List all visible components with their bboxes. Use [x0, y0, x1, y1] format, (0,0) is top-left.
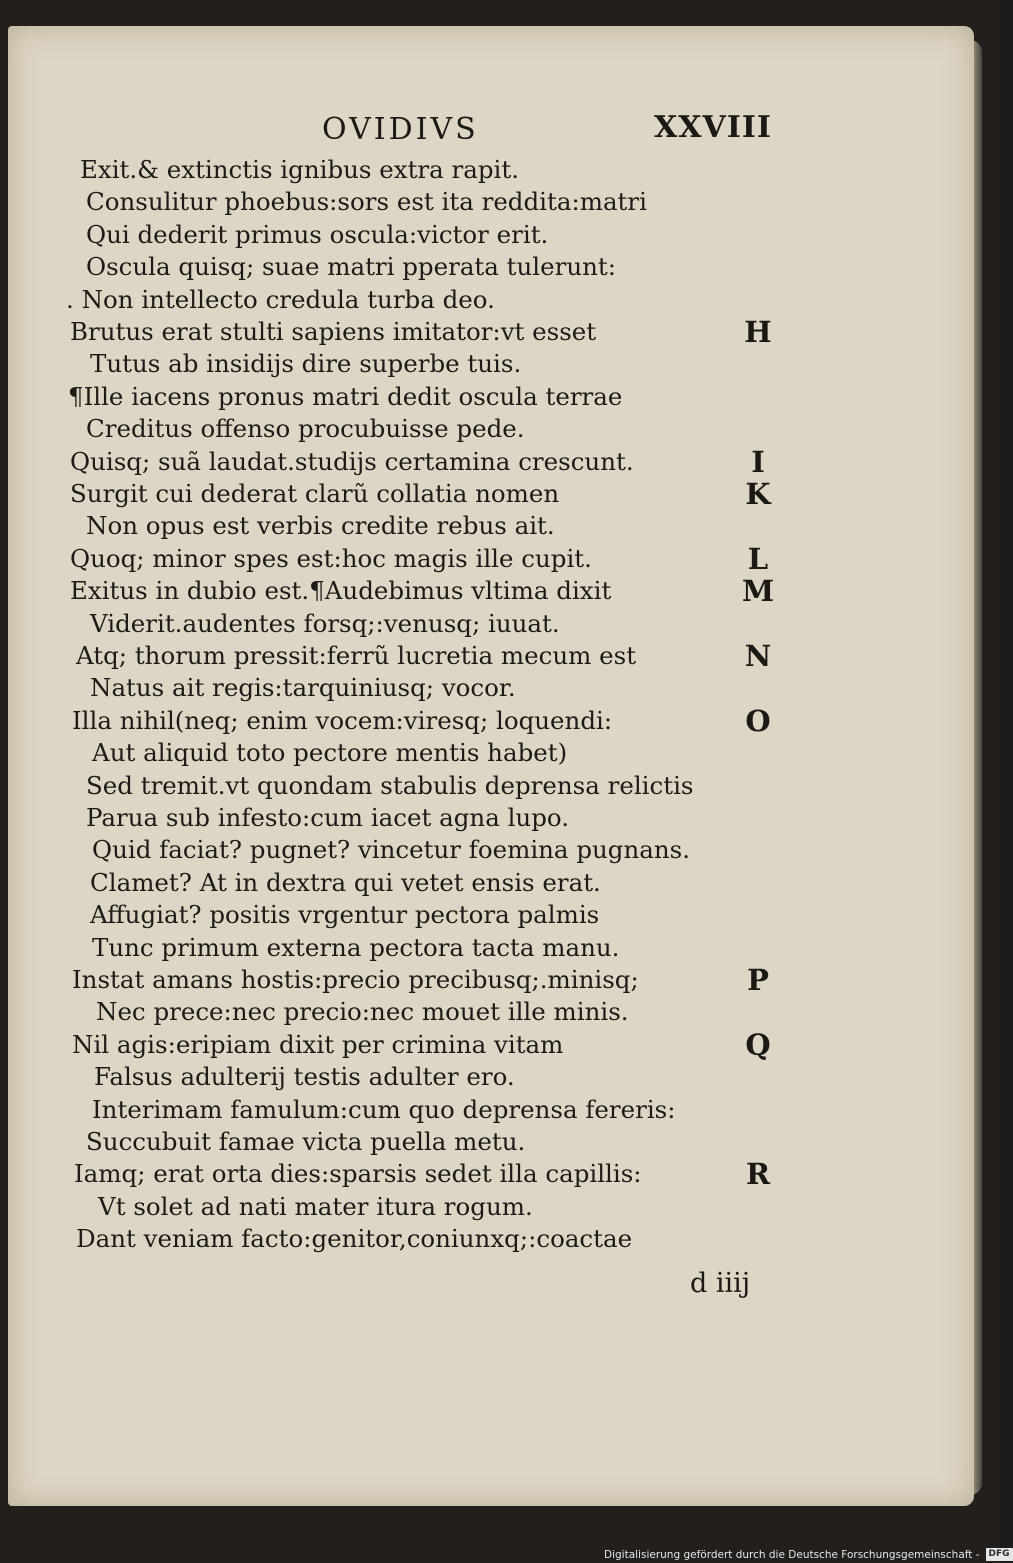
verse-line: Tunc primum externa pectora tacta manu. [92, 932, 620, 962]
verse-line: Nec prece:nec precio:nec mouet ille minis. [96, 997, 629, 1027]
verse-line: Dant veniam facto:genitor,coniunxq;:coactae [76, 1224, 633, 1254]
verse-line: Exitus in dubio est.¶Audebimus vltima dixit [70, 576, 612, 606]
verse-line: Falsus adulterij testis adulter ero. [94, 1062, 515, 1092]
signature-mark: d iiij [690, 1268, 751, 1299]
running-title: OVIDIVS [322, 112, 479, 147]
verse-line: Quoq; minor spes est:hoc magis ille cupit. [70, 543, 592, 573]
verse-line: Illa nihil(neq; enim vocem:viresq; loquendi: [72, 705, 613, 735]
verse-line: Tutus ab insidijs dire superbe tuis. [90, 349, 522, 379]
margin-letter: P [747, 963, 769, 997]
verse-line: Brutus erat stulti sapiens imitator:vt esset [70, 317, 597, 346]
margin-letter: I [751, 444, 765, 479]
verse-line: Instat amans hostis:precio precibusq;.minisq; [72, 965, 639, 994]
margin-letter: O [745, 703, 771, 738]
margin-letter: N [744, 639, 772, 673]
margin-letter: Q [745, 1027, 771, 1062]
verse-line: Viderit.audentes forsq;:venusq; iuuat. [90, 608, 560, 638]
verse-line: Qui dederit primus oscula:victor erit. [86, 219, 549, 249]
verse-line: Quid faciat? pugnet? vincetur foemina pugnans. [92, 835, 691, 865]
verse-line: Affugiat? positis vrgentur pectora palmis [90, 900, 600, 930]
margin-letter: M [741, 574, 775, 609]
verse-line: Nil agis:eripiam dixit per crimina vitam [72, 1029, 564, 1059]
verse-line: Atq; thorum pressit:ferrũ lucretia mecum est [76, 641, 637, 670]
verse-line: Exit.& extinctis ignibus extra rapit. [80, 155, 520, 184]
verse-line: Consulitur phoebus:sors est ita reddita:matri [86, 187, 647, 217]
verse-line: Surgit cui dederat clarũ collatia nomen [70, 479, 560, 508]
verse-line: Non opus est verbis credite rebus ait. [86, 511, 555, 541]
verse-line: Parua sub infesto:cum iacet agna lupo. [86, 803, 569, 832]
margin-letter: K [745, 477, 771, 511]
verse-line: Natus ait regis:tarquiniusq; vocor. [90, 673, 516, 703]
verse-line: Clamet? At in dextra qui vetet ensis erat. [90, 867, 601, 897]
verse-line: Creditus offenso procubuisse pede. [86, 414, 525, 444]
verse-line: Oscula quisq; suae matri pperata tulerunt: [86, 252, 617, 282]
dfg-logo: DFG [986, 1548, 1013, 1561]
folio-number: XXVIII [654, 110, 772, 145]
verse-line: Quisq; suã laudat.studijs certamina crescunt. [70, 446, 634, 476]
verse-line: . Non intellecto credula turba deo. [66, 284, 495, 314]
margin-letter: L [747, 541, 769, 576]
verse-line: ¶Ille iacens pronus matri dedit oscula terrae [68, 381, 623, 411]
margin-letter: R [745, 1157, 771, 1192]
verse-line: Vt solet ad nati mater itura rogum. [98, 1191, 533, 1221]
digitization-credit [604, 1546, 1013, 1563]
credit-text: Digitalisierung gefördert durch die Deutsche Forschungsgemeinschaft - [604, 1548, 980, 1561]
verse-line: Succubuit famae victa puella metu. [86, 1127, 526, 1156]
verse-line: Interimam famulum:cum quo deprensa fereris: [92, 1094, 676, 1124]
margin-letter: H [744, 315, 772, 349]
verse-line: Iamq; erat orta dies:sparsis sedet illa capillis: [74, 1159, 642, 1189]
verse-line: Aut aliquid toto pectore mentis habet) [92, 738, 568, 768]
verse-line: Sed tremit.vt quondam stabulis deprensa relictis [86, 770, 694, 800]
